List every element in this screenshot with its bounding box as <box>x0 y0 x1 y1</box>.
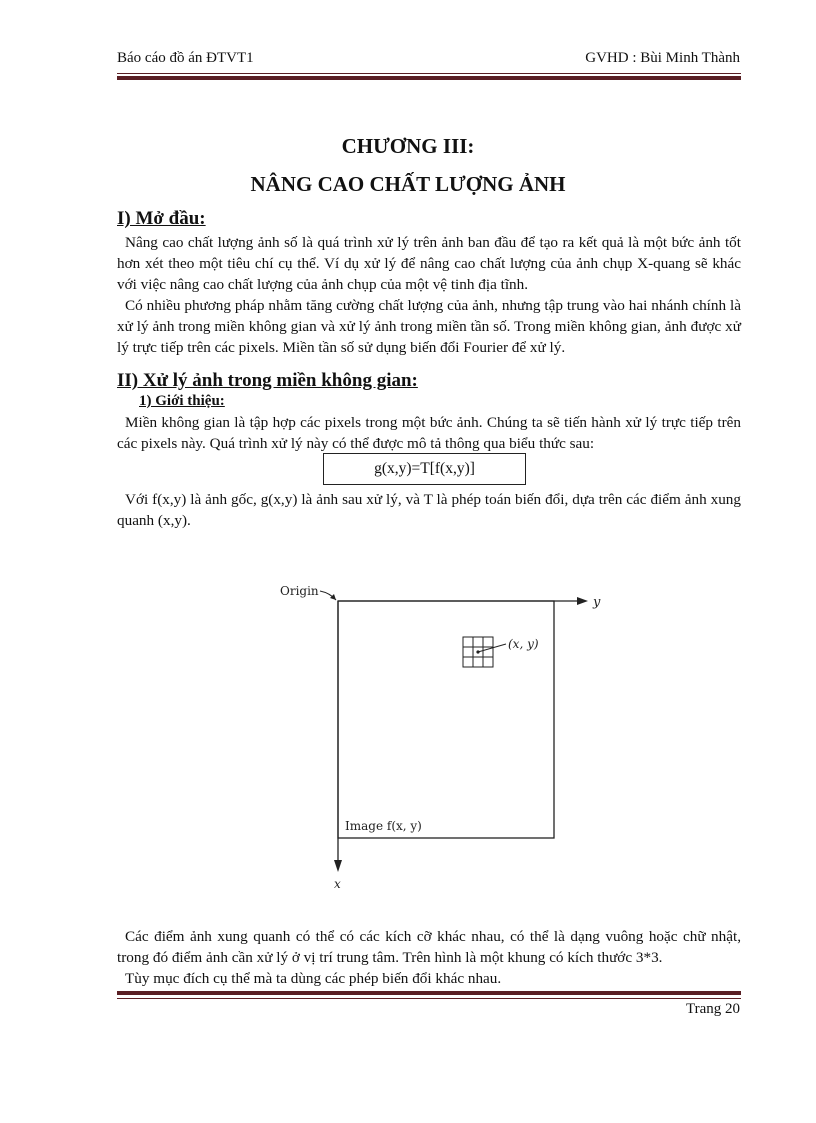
chapter-title: NÂNG CAO CHẤT LƯỢNG ẢNH <box>250 172 566 196</box>
section2-intro: Miền không gian là tập hợp các pixels trong một bức ảnh. Chúng ta sẽ tiến hành xử lý trực tiếp trên các pixels này. Quá trình xử lý này có thể được mô tả thông qua biểu thức sau: <box>117 414 741 452</box>
y-axis-arrow <box>577 597 588 605</box>
x-axis-arrow <box>334 860 342 872</box>
section2-heading: II) Xử lý ảnh trong miền không gian: <box>117 370 418 391</box>
section2-subheading: 1) Giới thiệu: <box>139 393 225 409</box>
chapter-number: CHƯƠNG III: <box>341 134 475 158</box>
section1-paragraph-1: Nâng cao chất lượng ảnh số là quá trình xử lý trên ảnh ban đầu để tạo ra kết quả là một bức ảnh tốt hơn xét theo một tiêu chí cụ thể. Ví dụ xử lý để nâng cao chất lượng của ảnh chụp X-quang sẽ khác với việc nâng cao chất lượng của ảnh chụp của một vệ tinh địa tĩnh. <box>117 234 741 293</box>
header-left: Báo cáo đồ án ĐTVT1 <box>117 50 254 66</box>
section2-after-formula: Với f(x,y) là ảnh gốc, g(x,y) là ảnh sau xử lý, và T là phép toán biến đổi, dựa trên các điểm ảnh xung quanh (x,y). <box>117 491 741 529</box>
spatial-domain-figure <box>270 575 620 895</box>
footer-rule-thin <box>117 998 741 999</box>
closing-paragraph-1: Các điểm ảnh xung quanh có thể có các kích cỡ khác nhau, có thể là dạng vuông hoặc chữ nhật, trong đó điểm ảnh cần xử lý ở vị trí trung tâm. Trên hình là một khung có kích thước 3*3. <box>117 928 741 966</box>
footer-rule-thick <box>117 991 741 995</box>
section1-heading: I) Mở đầu: <box>117 208 206 229</box>
formula-box: g(x,y)=T[f(x,y)] <box>323 453 526 485</box>
header-rule-thin <box>117 73 741 74</box>
section1-paragraph-2: Có nhiều phương pháp nhằm tăng cường chất lượng của ảnh, nhưng tập trung vào hai nhánh chính là xử lý ảnh trong miền không gian và xử lý ảnh trong miền tần số. Trong miền không gian, ảnh được xử lý trực tiếp trên các pixels. Miền tần số sử dụng biến đổi Fourier để xử lý. <box>117 297 741 356</box>
header-right: GVHD : Bùi Minh Thành <box>585 50 740 66</box>
image-label: Image f(x, y) <box>345 819 422 833</box>
point-label: (x, y) <box>508 637 539 651</box>
page-number: Trang 20 <box>685 1001 740 1017</box>
origin-label: Origin <box>280 584 319 598</box>
closing-paragraph-2: Tùy mục đích cụ thể mà ta dùng các phép biến đổi khác nhau. <box>125 970 502 987</box>
point-pointer <box>478 644 506 652</box>
header-rule-thick <box>117 76 741 80</box>
x-axis-label: x <box>334 877 341 891</box>
y-axis-label: y <box>593 595 601 610</box>
